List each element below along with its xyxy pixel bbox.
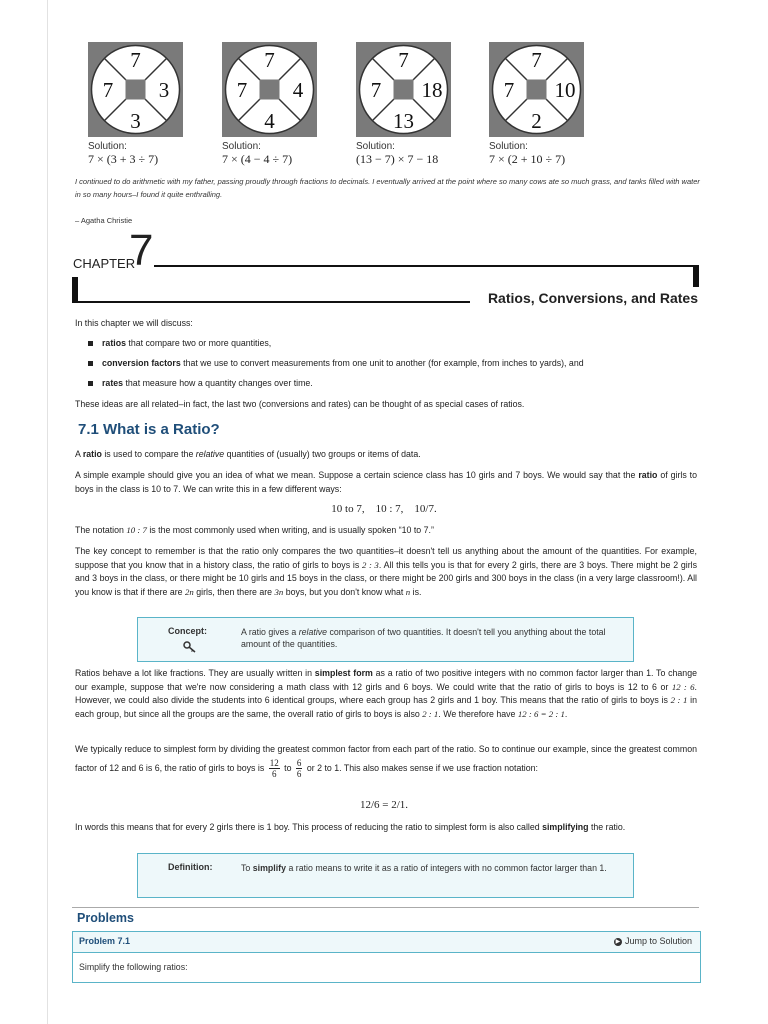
text: is used to compare the [101,449,196,459]
chapter-number: 7 [129,226,154,275]
fraction-numerator: 12 [269,758,279,768]
puzzle-right-number: 4 [292,78,304,102]
intro-lead: In this chapter we will discuss: [75,318,193,328]
text: . [564,708,568,719]
bullet-text: that measure how a quantity changes over time. [123,378,313,388]
puzzle-bottom-number: 3 [130,109,141,133]
text: girls, then there are [193,586,275,597]
text: . All this tells you is that for every 2 girls, there are 3 boys. There might be 2 girls and 3 boys in the class, or there might be 10 girls and 15 boys in the class, or there might be 200 girls and 300 boys in the class (in a very large classroom!). All you know is that if there are [75,559,698,597]
chapter-rule-right-tick [693,265,699,287]
key-icon [183,641,197,653]
bullet-marker [88,381,93,386]
chapter-word: CHAPTER [73,256,136,271]
paragraph-simplest-form [75,667,697,721]
list-item [88,377,584,397]
text: as a ratio of two positive integers with no common factor larger than 1. To change our example, suppose that we're now considering a math class with 12 girls and 6 boys. We could write that the ratio of girls to boys is 12 to 6 or [75,668,697,692]
puzzle-bottom-number: 4 [264,109,275,133]
puzzle-1 [88,42,208,166]
bold-term: simplifying [542,822,589,832]
section-heading: 7.1 What is a Ratio? [78,421,220,438]
paragraph-ratio-definition [75,448,697,462]
list-item [88,357,584,377]
problem-title: Problem 7.1 [79,936,131,946]
inline-math: 2 : 1 [670,695,688,705]
play-circle-icon: ▶ [615,938,621,945]
text: in each group, but since all the groups are the same, the overall ratio of girls to boys is also [75,695,698,719]
puzzle-2 [222,42,342,166]
text: of girls to boys in the class is 10 to 7. We can write this in a few different ways: [75,470,697,494]
text: A simple example should give you an idea of what we mean. Suppose a certain science class has 10 girls and 7 boys. We would say that the [75,470,639,480]
inline-math: 10 : 7 [126,525,147,535]
display-math-fraction: 12/6 = 2/1. [359,799,409,811]
text: In words this means that for every 2 girls there is 1 boy. This process of reducing the ratio to simplest form is also called [75,822,543,832]
puzzle-right-number: 10 [554,78,576,102]
jump-label: Jump to Solution [624,936,692,946]
inline-math: 3n [274,586,284,597]
chapter-rule-bottom [72,301,470,303]
paragraph-simple-example [75,469,697,496]
text: Ratios behave a lot like fractions. They are usually written in [75,668,315,678]
solution-label: Solution: [88,141,127,152]
puzzle-top-number: 7 [264,48,275,72]
puzzle-top-number: 7 [130,48,141,72]
puzzle-tile [88,42,183,137]
text: is the most commonly used when writing, and is usually spoken “10 to 7.” [146,525,434,535]
paragraph-key-concept [75,545,697,599]
text: . We therefore have [438,708,518,719]
definition-box [137,853,634,898]
bold-term: ratio [638,470,658,480]
bullet-text: that compare two or more quantities, [125,338,272,348]
text: or 2 to 1. This also makes sense if we use fraction notation: [304,762,538,773]
text: quantities of (usually) two groups or items of data. [224,449,421,459]
solution-expression: 7 × (3 + 3 ÷ 7) [88,152,159,166]
bold-term: ratio [82,449,102,459]
puzzle-left-number: 7 [102,78,114,102]
puzzle-left-number: 7 [370,78,382,102]
solution-expression: 7 × (4 − 4 ÷ 7) [222,152,293,166]
intro-bullet-list [88,337,584,397]
inline-math: 2 : 3 [362,559,379,570]
puzzle-left-number: 7 [503,78,515,102]
display-math-ratio-forms: 10 to 7, 10 : 7, 10/7. [331,503,437,515]
text: boys, but you don't know what [283,586,406,597]
italic-term: relative [195,449,225,459]
bold-term: simplest form [314,668,373,678]
inline-math: 12 : 6 [671,681,695,692]
intro-closing: These ideas are all related–in fact, the last two (conversions and rates) can be thought of as special cases of ratios. [75,399,525,409]
problem-card [72,931,701,983]
text: . However, we could also divide the students into 6 identical groups, where each group has 2 girls and 1 boy. This means that the ratio of girls to boys is [75,681,697,705]
concept-label: Concept: [168,626,207,636]
puzzle-right-number: 3 [158,78,170,102]
puzzle-right-number: 18 [421,78,443,102]
italic-term: relative [298,627,328,637]
fraction [296,758,303,779]
solution-label: Solution: [222,141,261,152]
concept-box [137,617,634,662]
puzzle-bottom-number: 2 [531,109,542,133]
text: the ratio. [588,822,626,832]
bullet-term: ratios [102,338,126,348]
bullet-term: rates [102,378,124,388]
puzzle-left-number: 7 [236,78,248,102]
jump-to-solution-link[interactable] [614,936,692,946]
puzzle-tile [489,42,584,137]
chapter-rule-left-tick [72,277,78,302]
text: We typically reduce to simplest form by dividing the greatest common factor from each part of the ratio. So to continue our example, since the greatest common factor of 12 and 6 is 6, the ratio of girls to boys is [75,744,697,773]
epigraph-author: – Agatha Christie [75,216,133,225]
solution-expression: 7 × (2 + 10 ÷ 7) [489,152,566,166]
text: a ratio means to write it as a ratio of integers with no common factor larger than 1. [286,863,607,873]
fraction-denominator: 6 [271,769,277,779]
inline-math: 2n [185,586,194,597]
fraction [269,758,280,779]
paragraph-gcf [75,741,697,779]
solution-expression: (13 − 7) × 7 − 18 [356,152,439,166]
puzzle-tile [356,42,451,137]
problems-divider [72,907,699,908]
paragraph-simplifying [75,821,697,835]
puzzle-3 [356,42,476,166]
puzzle-top-number: 7 [398,48,409,72]
problems-heading: Problems [77,911,134,925]
text: The key concept to remember is that the ratio only compares the two quantities–it doesn't tell us anything about the amount of the quantities. For example, suppose that you know that in a history class, the ratio of girls to boys is [75,546,697,570]
epigraph-quote: I continued to do arithmetic with my father, passing proudly through fractions to decimals. I eventually arrived at the point where so many cows ate so much grass, and tanks filled with water in so many hours–I found it quite enthralling. [75,177,700,199]
puzzle-tile [222,42,317,137]
chapter-title: Ratios, Conversions, and Rates [487,290,698,306]
bullet-term: conversion factors [102,358,181,368]
inline-math: 2 : 1 [422,708,439,719]
inline-math: 12 : 6 = 2 : 1 [517,708,565,719]
problem-header [73,932,700,953]
puzzle-4 [489,42,609,166]
chapter-rule-top [154,265,699,267]
puzzle-bottom-number: 13 [393,109,414,133]
paragraph-notation [75,524,697,538]
definition-label: Definition: [168,862,213,872]
puzzle-top-number: 7 [531,48,542,72]
text: is. [410,586,422,597]
text: to [281,762,294,773]
solution-label: Solution: [489,141,528,152]
fraction-numerator: 6 [296,758,302,768]
solution-label: Solution: [356,141,395,152]
fraction-denominator: 6 [296,769,302,779]
bullet-text: that we use to convert measurements from one unit to another (for example, from inches to yards), and [180,358,584,368]
text: A [75,449,83,459]
bullet-marker [88,361,93,366]
definition-text [241,862,631,874]
list-item [88,337,584,357]
problem-statement: Simplify the following ratios: [79,962,188,972]
bullet-marker [88,341,93,346]
concept-text [241,626,631,650]
text: comparison of two quantities. It doesn't tell you anything about the total amount of the quantities. [241,627,606,649]
bold-term: simplify [252,863,286,873]
text: The notation [75,525,127,535]
text: To [241,863,253,873]
text: A ratio gives a [241,627,299,637]
inline-math: n [405,586,411,597]
